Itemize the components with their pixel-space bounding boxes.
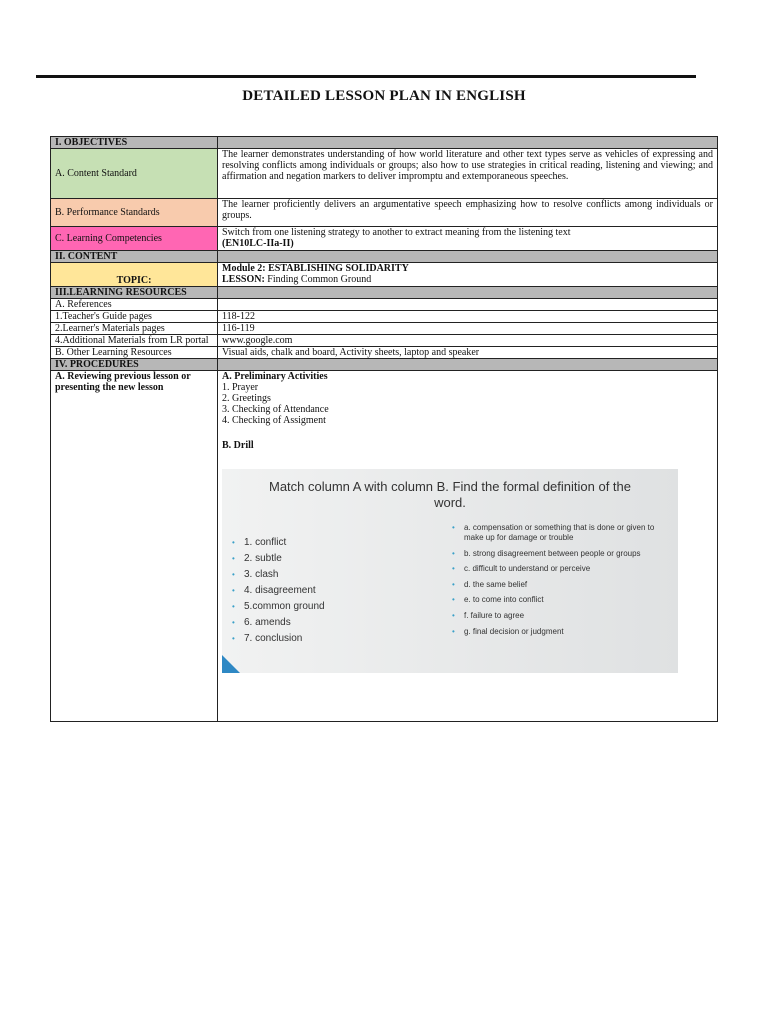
content-heading: II. CONTENT [51,251,218,263]
column-b-text: f. failure to agree [464,610,525,620]
bullet-icon: • [232,586,235,595]
topic-label: TOPIC: [51,263,218,287]
bullet-icon: • [452,579,455,589]
bullet-icon: • [232,634,235,643]
column-a-text: 2. subtle [244,553,282,564]
topic-cell [218,263,718,287]
column-a-item [232,535,412,551]
lesson-value: Finding Common Ground [267,274,372,285]
column-a-text: 6. amends [244,617,291,628]
resources-heading-blank [218,287,718,299]
lesson-line [222,274,713,285]
column-b-item [452,580,662,590]
lesson-label: LESSON: [222,274,265,285]
resources-heading: III.LEARNING RESOURCES [51,287,218,299]
learning-competencies-row [51,227,718,251]
column-a-item [232,583,412,599]
resource-value: 118-122 [218,311,718,323]
procedures-heading-blank [218,359,718,371]
learning-competencies-text: Switch from one listening strategy to another to extract meaning from the listening text [222,227,571,238]
preliminary-item: 3. Checking of Attendance [222,404,329,415]
column-b-text: e. to come into conflict [464,595,544,605]
column-a-text: 5.common ground [244,601,325,612]
objectives-heading: I. OBJECTIVES [51,137,218,149]
column-a-item [232,567,412,583]
column-b-text: d. the same belief [464,579,528,589]
resource-label: 4.Additional Materials from LR portal [51,335,218,347]
column-b-text: g. final decision or judgment [464,626,564,636]
resources-heading-row [51,287,718,299]
bullet-icon: • [452,548,455,558]
column-b-text: b. strong disagreement between people or groups [464,548,641,558]
bullet-icon: • [452,564,455,574]
column-a-item [232,631,412,647]
column-a-item [232,599,412,615]
procedure-step-label: A. Reviewing previous lesson or presenting the new lesson [51,371,218,722]
bullet-icon: • [452,595,455,605]
bullet-icon: • [232,618,235,627]
column-a-text: 3. clash [244,569,279,580]
slide-corner-accent [222,655,240,673]
column-b-item [452,523,662,543]
content-standard-text: The learner demonstrates understanding of how world literature and other text types serve as vehicles of expressing and resolving conflicts among individuals or groups; also how to use strategies in critical reading, listening and viewing; and affirmation and negation markers to deliver impromptu and extemporaneous speeches. [218,149,718,199]
column-b-item [452,611,662,621]
resource-row [51,347,718,359]
column-a-list [232,535,412,647]
bullet-icon: • [452,610,455,620]
learning-competencies-cell [218,227,718,251]
top-rule [36,75,696,78]
column-b-item [452,564,662,574]
bullet-icon: • [452,626,455,636]
slide-title [222,479,678,511]
content-heading-row [51,251,718,263]
performance-standards-text: The learner proficiently delivers an argumentative speech emphasizing how to resolve conflicts among individuals or groups. [218,199,718,227]
bullet-icon: • [232,602,235,611]
bullet-icon: • [232,538,235,547]
procedure-step-row [51,371,718,722]
objectives-heading-blank [218,137,718,149]
column-b-text: c. difficult to understand or perceive [464,564,591,574]
bullet-icon: • [452,523,455,532]
competency-code: (EN10LC-IIa-II) [222,238,294,249]
preliminary-item: 4. Checking of Assigment [222,415,326,426]
learning-competencies-label: C. Learning Competencies [51,227,218,251]
procedures-heading-row [51,359,718,371]
resource-label: 2.Learner's Materials pages [51,323,218,335]
references-label: A. References [51,299,218,311]
column-b-text: a. compensation or something that is done or given to make up for damage or trouble [464,523,655,542]
column-a-text: 4. disagreement [244,585,316,596]
resource-value: Visual aids, chalk and board, Activity sheets, laptop and speaker [218,347,718,359]
module-title: Module 2: ESTABLISHING SOLIDARITY [222,263,409,274]
resource-row [51,311,718,323]
performance-standards-row [51,199,718,227]
references-blank [218,299,718,311]
topic-row [51,263,718,287]
resource-row [51,335,718,347]
resource-value: www.google.com [218,335,718,347]
column-a-text: 7. conclusion [244,633,303,644]
procedure-step-content [218,371,718,722]
resource-label: B. Other Learning Resources [51,347,218,359]
slide-title-line: Match column A with column B. Find the formal definition of the [268,479,631,494]
column-a-item [232,551,412,567]
resource-value: 116-119 [218,323,718,335]
bullet-icon: • [232,570,235,579]
procedures-heading: IV. PROCEDURES [51,359,218,371]
preliminary-heading: A. Preliminary Activities [222,371,328,382]
drill-slide-image [222,469,678,673]
content-heading-blank [218,251,718,263]
lesson-plan-table [50,136,718,722]
column-b-item [452,595,662,605]
spacer [222,426,713,440]
column-b-item [452,549,662,559]
document-title: DETAILED LESSON PLAN IN ENGLISH [242,88,526,104]
preliminary-item: 2. Greetings [222,393,271,404]
column-b-item [452,627,662,637]
column-a-item [232,615,412,631]
objectives-heading-row [51,137,718,149]
slide-title-line: word. [434,495,466,510]
column-a-text: 1. conflict [244,537,287,548]
content-standard-row [51,149,718,199]
references-row [51,299,718,311]
drill-heading: B. Drill [222,440,254,451]
resource-label: 1.Teacher's Guide pages [51,311,218,323]
resource-row [51,323,718,335]
column-b-list [452,523,662,642]
preliminary-item: 1. Prayer [222,382,259,393]
content-standard-label: A. Content Standard [51,149,218,199]
bullet-icon: • [232,554,235,563]
performance-standards-label: B. Performance Standards [51,199,218,227]
